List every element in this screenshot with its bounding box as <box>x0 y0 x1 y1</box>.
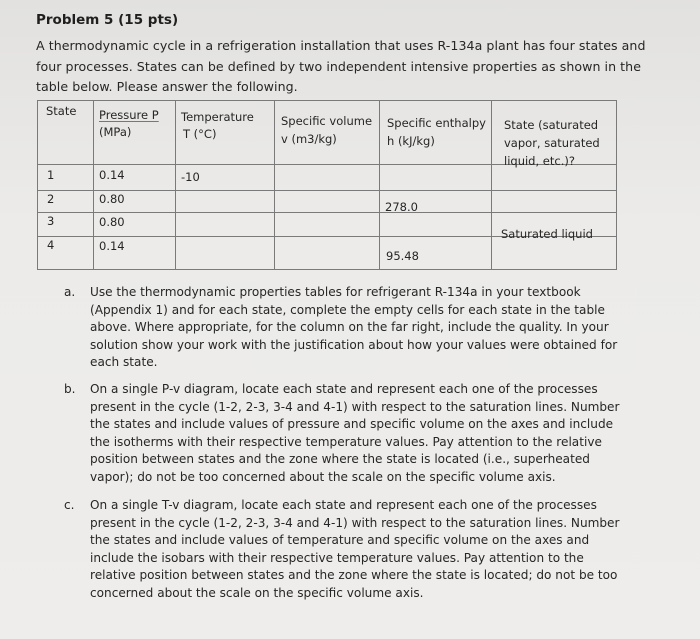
header-volume-unit: v (m3/kg) <box>281 132 337 146</box>
row4-enthalpy: 95.48 <box>386 249 419 263</box>
question-marker: b. <box>64 382 76 396</box>
header-enthalpy: Specific enthalpy <box>387 116 486 130</box>
question-line: the isotherms with their respective temperature values. Pay attention to the relative <box>90 434 602 449</box>
intro-line: four processes. States can be defined by two independent intensive properties as shown in the <box>36 59 641 74</box>
header-state: State <box>46 104 77 118</box>
header-pressure-unit: (MPa) <box>99 125 132 139</box>
question-line: the states and include values of temperature and specific volume on the axes and <box>90 533 590 548</box>
row2-enthalpy: 278.0 <box>385 200 418 214</box>
header-pressure: Pressure P <box>99 108 159 122</box>
state-table <box>37 100 617 270</box>
question-line: vapor); do not be too concerned about the scale on the specific volume axis. <box>90 470 556 484</box>
header-temperature: Temperature <box>181 110 254 124</box>
row1-temperature: -10 <box>181 170 200 184</box>
question-line: On a single P-v diagram, locate each state and represent each one of the processes <box>90 382 598 396</box>
question-marker: c. <box>64 498 75 512</box>
row2-state: 2 <box>47 192 55 206</box>
question-line: present in the cycle (1-2, 2-3, 3-4 and 4-1) with respect to the saturation lines. Number <box>90 399 620 414</box>
question-line: solution show your work with the justification about how your values were obtained for <box>90 337 618 352</box>
question-line: each state. <box>90 355 158 370</box>
row2-pressure: 0.80 <box>99 192 125 206</box>
header-enthalpy-unit: h (kJ/kg) <box>387 134 435 148</box>
question-line: relative position between states and the zone where the state is located; do not be too <box>90 568 618 583</box>
row1-state: 1 <box>47 168 55 182</box>
question-line: (Appendix 1) and for each state, complete the empty cells for each state in the table <box>90 302 605 317</box>
question-line: Use the thermodynamic properties tables for refrigerant R-134a in your textbook <box>90 285 581 299</box>
header-volume: Specific volume <box>281 114 373 128</box>
problem-title: Problem 5 (15 pts) <box>36 12 179 28</box>
question-line: the states and include values of pressure and specific volume on the axes and include <box>90 417 614 432</box>
row1-pressure: 0.14 <box>99 168 125 182</box>
question-marker: a. <box>64 285 76 299</box>
row4-pressure: 0.14 <box>99 239 125 253</box>
row3-state: 3 <box>47 214 55 228</box>
question-line: present in the cycle (1-2, 2-3, 3-4 and 4-1) with respect to the saturation lines. Number <box>90 515 620 530</box>
header-phase: liquid, etc.)? <box>504 154 575 168</box>
row3-phase: Saturated liquid <box>501 227 593 241</box>
header-temperature-unit: T (°C) <box>183 127 217 141</box>
header-phase: State (saturated <box>504 118 599 132</box>
row4-state: 4 <box>47 238 55 252</box>
question-line: concerned about the scale on the specific volume axis. <box>90 586 424 600</box>
question-line: above. Where appropriate, for the column on the far right, include the quality. In your <box>90 320 609 335</box>
header-phase: vapor, saturated <box>504 136 600 150</box>
question-line: include the isobars with their respective temperature values. Pay attention to the <box>90 550 584 565</box>
intro-line: A thermodynamic cycle in a refrigeration installation that uses R-134a plant has four states and <box>36 38 646 53</box>
question-line: position between states and the zone where the state is located (i.e., superheated <box>90 452 590 467</box>
intro-line: table below. Please answer the following. <box>36 79 298 94</box>
question-line: On a single T-v diagram, locate each state and represent each one of the processes <box>90 498 597 512</box>
row3-pressure: 0.80 <box>99 215 125 229</box>
